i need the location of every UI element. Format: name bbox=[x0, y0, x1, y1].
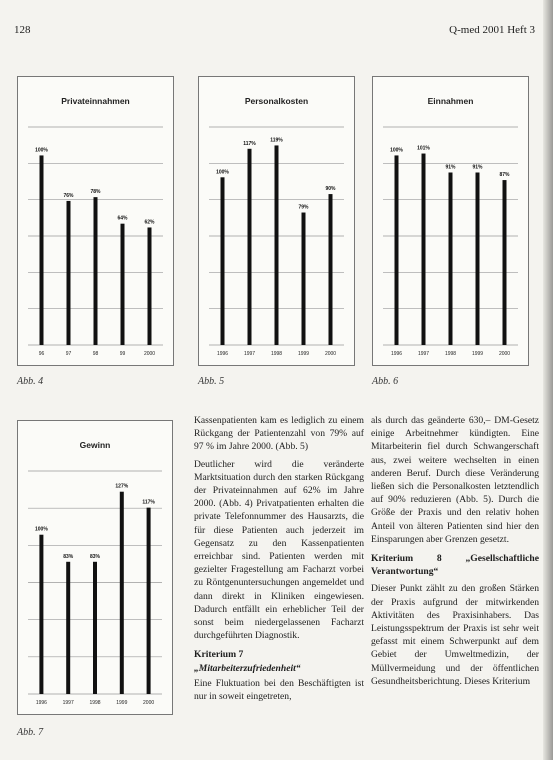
data-label: 83% bbox=[89, 553, 101, 560]
x-tick-label: 1999 bbox=[297, 351, 310, 357]
bar bbox=[93, 562, 97, 694]
data-label: 62% bbox=[144, 219, 155, 226]
data-label: 91% bbox=[445, 164, 456, 171]
chart-gewinn bbox=[17, 420, 173, 715]
paragraph: Dieser Punkt zählt zu den großen Stärken der Praxis aufgrund der mitwirkenden Aktivitäten des Praxisinhabers. Das Leistungsspektrum der Praxis ist sehr weit gefasst mit einem Schwerpunkt auf dem Gebiet der Umweltmedizin, der Müllvermeidung und der öffentlichen Gesundheitsberichtung. Dieses Kriterium bbox=[371, 583, 539, 687]
bar bbox=[66, 562, 70, 694]
bar bbox=[221, 177, 225, 345]
bar bbox=[422, 154, 426, 345]
x-tick-label: 1996 bbox=[35, 700, 47, 706]
chart-privateinnahmen bbox=[17, 76, 174, 366]
chart-einnahmen bbox=[372, 76, 529, 366]
data-label: 90% bbox=[325, 186, 336, 193]
chart-title: Gewinn bbox=[79, 440, 111, 450]
bar bbox=[94, 197, 98, 345]
data-label: 101% bbox=[417, 145, 430, 152]
bar bbox=[476, 172, 480, 345]
bar bbox=[67, 201, 71, 345]
data-label: 91% bbox=[472, 164, 483, 171]
bar bbox=[503, 180, 507, 345]
x-tick-label: 1999 bbox=[471, 351, 484, 357]
x-tick-label: 1997 bbox=[62, 700, 74, 706]
paragraph: Deutlicher wird die veränderte Marktsituation durch den starken Rückgang der Privateinnahmen auf 62% im Jahre 2000. (Abb. 4) Privatpatienten erhalten die private Telefonnummer des Hausarzts, die für diese Patienten auch jederzeit im Gegensatz zu den Kassenpatienten erreichbar sind. Patienten werden mit gezielter Fragestellung am Facharzt vorbei zu Röntgenuntersuchungen angemeldet und dann direkt in Kliniken eingewiesen. Dadurch entfällt ein erheblicher Teil der sonst beim niedergelassenen Facharzt durchgeführten Diagnostik. bbox=[194, 458, 364, 642]
data-label: 117% bbox=[243, 140, 256, 147]
caption-abb-4: Abb. 4 bbox=[17, 376, 44, 387]
x-tick-label: 2000 bbox=[143, 351, 156, 357]
bar bbox=[120, 492, 124, 694]
data-label: 100% bbox=[35, 147, 48, 154]
data-label: 127% bbox=[115, 483, 129, 490]
data-label: 117% bbox=[142, 499, 155, 506]
x-tick-label: 1998 bbox=[270, 351, 283, 357]
x-tick-label: 1996 bbox=[216, 351, 229, 357]
paragraph: als durch das geänderte 630,– DM-Gesetz einige Arbeitnehmer kündigten. Eine Mitarbeiterin fiel durch Schwangerschaft aus, zwei weitere wechselten in einen anderen Beruf. Durch diese Veränderung ließen sich die Personalkosten letztendlich auf 90% reduzieren (Abb. 5). Durch die Größe der Praxis und den relativ hohen Anteil von älteren Patienten sind hier den Einsparungen aber Grenzen gesetzt. bbox=[371, 415, 539, 545]
x-tick-label: 96 bbox=[38, 351, 45, 357]
chart-title: Einnahmen bbox=[427, 96, 474, 106]
section-heading-kriterium-8: Kriterium 8 „Gesellschaftliche Verantwortung“ bbox=[371, 553, 539, 578]
x-tick-label: 98 bbox=[92, 351, 99, 357]
x-tick-label: 1999 bbox=[116, 700, 128, 706]
x-tick-label: 1996 bbox=[390, 351, 403, 357]
bar bbox=[275, 145, 279, 345]
x-tick-label: 2000 bbox=[324, 351, 337, 357]
bar bbox=[40, 155, 44, 345]
caption-abb-6: Abb. 6 bbox=[372, 376, 399, 387]
page-number: 128 bbox=[14, 24, 31, 36]
x-tick-label: 2000 bbox=[143, 700, 155, 706]
bar bbox=[329, 194, 333, 345]
data-label: 87% bbox=[499, 172, 510, 179]
text-column-middle bbox=[194, 414, 364, 707]
bar bbox=[148, 227, 152, 345]
caption-abb-7: Abb. 7 bbox=[17, 727, 44, 738]
x-tick-label: 99 bbox=[119, 351, 126, 357]
chart-personalkosten bbox=[198, 76, 355, 366]
caption-abb-5: Abb. 5 bbox=[198, 376, 225, 387]
section-title-mitarbeiterzufriedenheit: „Mitarbeiterzufriedenheit“ bbox=[194, 662, 301, 674]
section-heading-kriterium-7: Kriterium 7 bbox=[194, 649, 244, 661]
data-label: 100% bbox=[216, 169, 229, 176]
x-tick-label: 2000 bbox=[498, 351, 511, 357]
data-label: 64% bbox=[117, 215, 128, 222]
x-tick-label: 1998 bbox=[444, 351, 457, 357]
data-label: 100% bbox=[35, 526, 48, 533]
data-label: 119% bbox=[270, 137, 283, 144]
x-tick-label: 97 bbox=[65, 351, 72, 357]
text-column-right bbox=[371, 414, 539, 692]
bar bbox=[147, 508, 151, 694]
data-label: 76% bbox=[63, 192, 74, 199]
journal-header: Q-med 2001 Heft 3 bbox=[449, 24, 535, 36]
bar bbox=[395, 155, 399, 345]
chart-title: Personalkosten bbox=[244, 96, 309, 106]
x-tick-label: 1997 bbox=[417, 351, 430, 357]
chart-title: Privateinnahmen bbox=[61, 96, 130, 106]
page-edge-shadow bbox=[543, 0, 553, 760]
x-tick-label: 1998 bbox=[89, 700, 101, 706]
bar bbox=[39, 535, 43, 694]
bar bbox=[449, 172, 453, 345]
data-label: 78% bbox=[90, 189, 101, 196]
bar bbox=[248, 149, 252, 345]
paragraph: Kassenpatienten kam es lediglich zu einem Rückgang der Patientenzahl von 79% auf 97 % im Jahre 2000. (Abb. 5) bbox=[194, 415, 364, 453]
bar bbox=[302, 213, 306, 345]
paragraph: Eine Fluktuation bei den Beschäftigten ist nur in soweit eingetreten, bbox=[194, 677, 364, 703]
data-label: 100% bbox=[390, 147, 403, 154]
x-tick-label: 1997 bbox=[243, 351, 256, 357]
data-label: 79% bbox=[298, 204, 309, 211]
data-label: 83% bbox=[63, 553, 74, 560]
bar bbox=[121, 224, 125, 345]
